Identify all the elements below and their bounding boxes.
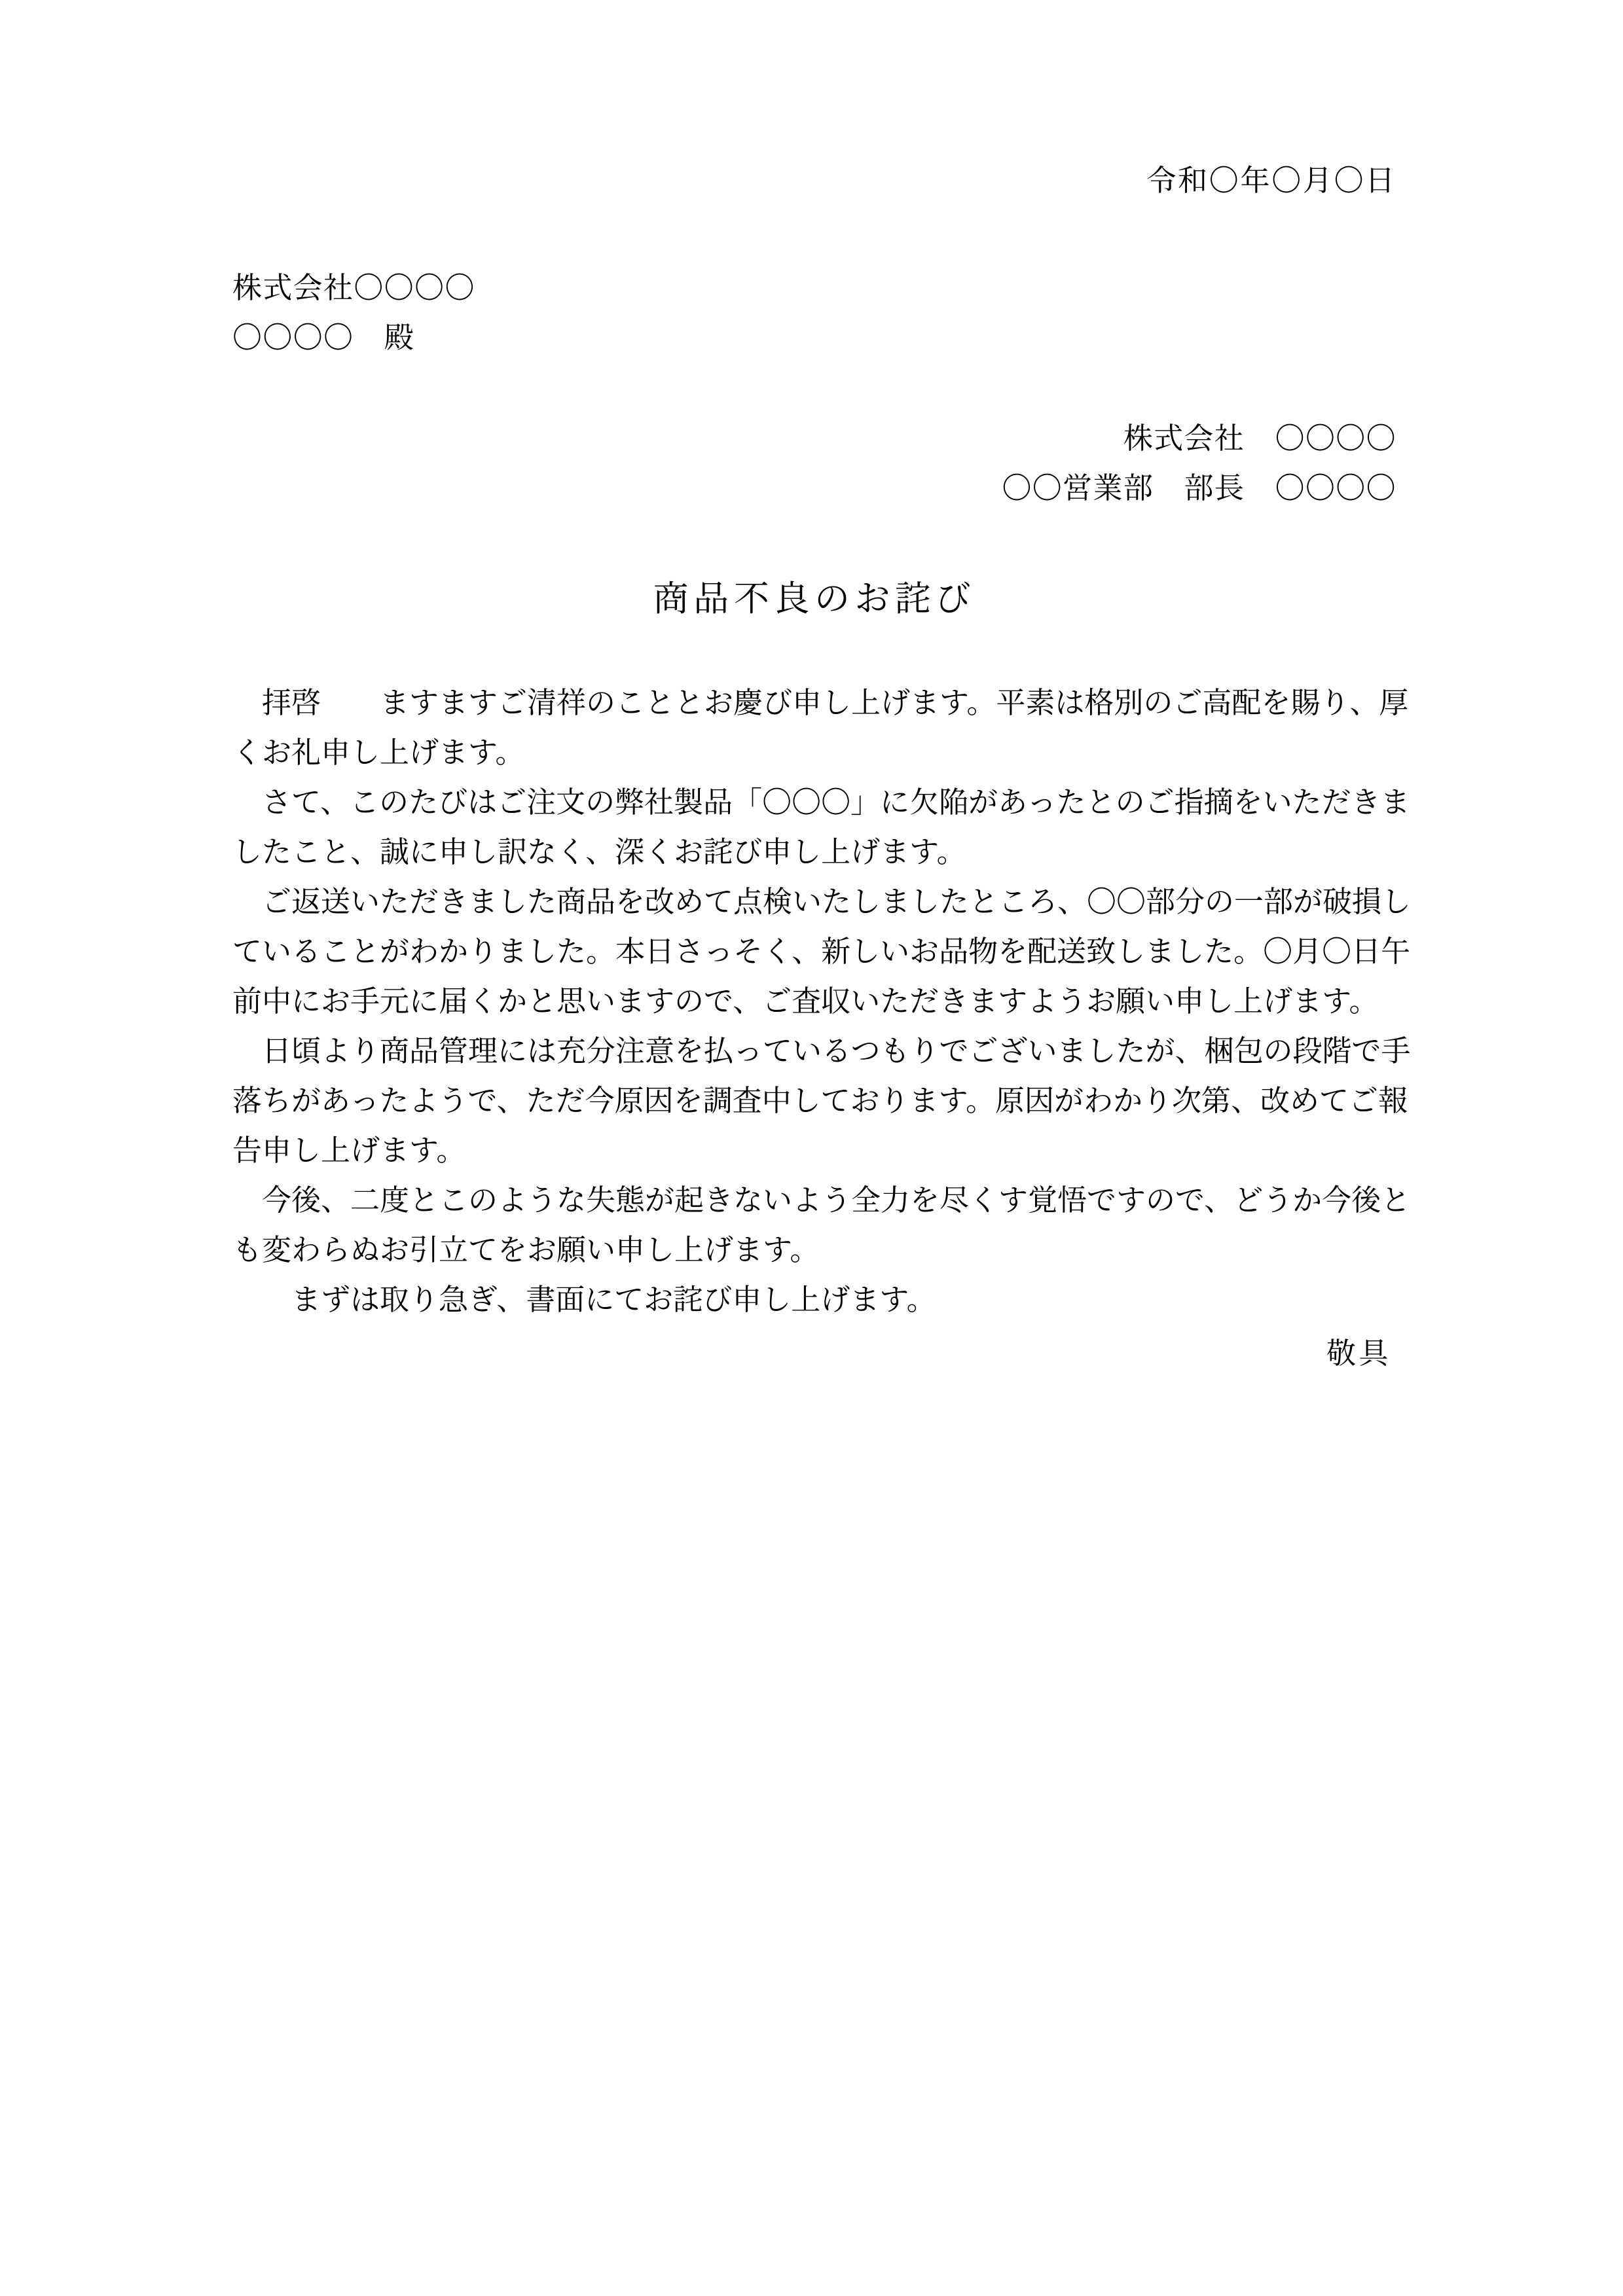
body-line: 今後、二度とこのような失態が起きないよう全力を尽くす覚悟ですので、どうか今後と — [232, 1183, 1411, 1217]
body-line: くお礼申し上げます。 — [232, 735, 525, 770]
body-line: したこと、誠に申し訳なく、深くお詫び申し上げます。 — [232, 834, 966, 869]
body-line: ご返送いただきました商品を改めて点検いたしましたところ、〇〇部分の一部が破損し — [232, 884, 1412, 919]
document-date: 令和〇年〇月〇日 — [1146, 163, 1396, 198]
body-line: 落ちがあったようで、ただ今原因を調査中しております。原因がわかり次第、改めてご報 — [232, 1083, 1408, 1118]
sender-block — [232, 414, 1396, 513]
body-line: まずは取り急ぎ、書面にてお詫び申し上げます。 — [232, 1282, 936, 1317]
body-line: 日頃より商品管理には充分注意を払っているつもりでございましたが、梱包の段階で手 — [232, 1033, 1411, 1068]
document-content — [232, 0, 1412, 1378]
sender-department-person: 〇〇営業部 部長 〇〇〇〇 — [1002, 471, 1396, 505]
body-line: さて、このたびはご注文の弊社製品「〇〇〇」に欠陥があったとのご指摘をいただきま — [232, 785, 1410, 819]
closing-block — [232, 1329, 1396, 1378]
body-line: 拝啓 ますますご清祥のこととお慶び申し上げます。平素は格別のご高配を賜り、厚 — [232, 685, 1409, 720]
body-line: も変わらぬお引立てをお願い申し上げます。 — [232, 1232, 820, 1267]
recipient-company: 株式会社〇〇〇〇 — [232, 270, 475, 305]
date-block — [232, 156, 1396, 206]
closing-salutation: 敬具 — [1326, 1336, 1391, 1371]
letter-body — [232, 678, 1412, 1325]
page-title: 商品不良のお詫び — [653, 578, 976, 619]
body-line: 告申し上げます。 — [232, 1133, 466, 1168]
body-line: 前中にお手元に届くかと思いますので、ご査収いただきますようお願い申し上げます。 — [232, 984, 1379, 1018]
recipient-block — [232, 263, 1396, 363]
recipient-person: 〇〇〇〇 殿 — [232, 320, 415, 355]
body-line: ていることがわかりました。本日さっそく、新しいお品物を配送致しました。〇月〇日午 — [232, 934, 1411, 969]
sender-company: 株式会社 〇〇〇〇 — [1123, 421, 1396, 456]
